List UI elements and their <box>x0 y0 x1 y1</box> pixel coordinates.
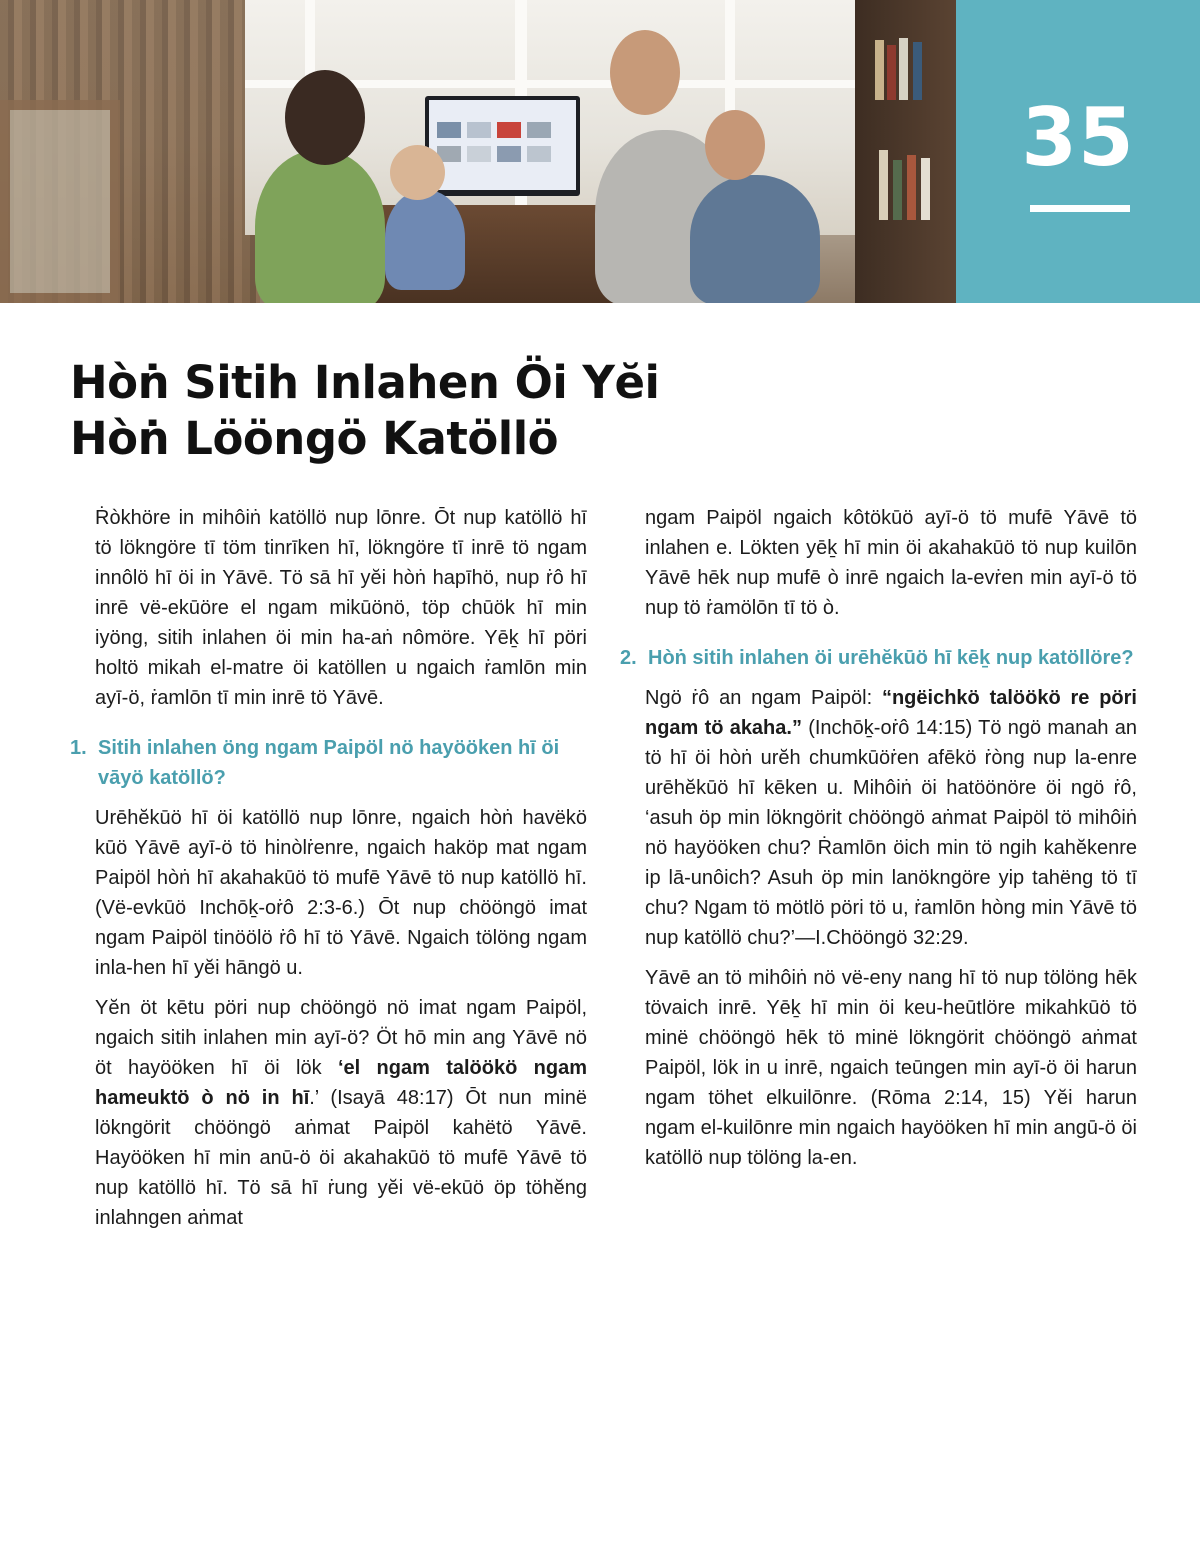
chapter-underline <box>1030 205 1130 212</box>
paragraph-5: Yāvē an tö mihôiṅ nö vë-eny nang hī tö nup tölöng hēk tövaich inrē. Yēḵ hī min öi keu-heūtlöre mikahkūö tö minë chööngö hēk tö minë lökngörit chööngö aṅmat Paipöl, lök in u inrē, ngaich teūngen min ayī-ö öi harun ngam töhet elkuilōnre. (Rōma 2:14, 15) Yĕi harun ngam el-kuilōnre min ngaich hayööken hī min angū-ö öi katöllö nup tölöng la-en. <box>645 967 1137 1169</box>
paragraph-2-part-c: .’ (Isayā 48:17) Ōt nun minë lökngörit chööngö aṅmat Paipöl kahëtö Yāvē. Hayööken hī min anū-ö öi akahakūö tö mufē Yāvē tö nup katöllö hī. Tö sā hī ṙung yĕi vë-ekūö öp töhĕng inlahngen aṅmat <box>95 1087 587 1229</box>
picture-frame <box>0 100 120 303</box>
paragraph-3: ngam Paipöl ngaich kôtökūö ayī-ö tö mufē Yāvē tö inlahen e. Lökten yēḵ hī min öi akahakūö tö nup kuilōn Yāvē hēk nup mufē ò inrē ngaich la-evṙen min ayī-ö tö nup tö ṙamölōn tī tö ò. <box>645 507 1137 619</box>
bookshelf <box>855 0 956 303</box>
paragraph-2-part-a: Yĕn öt kētu pöri nup chööngö nö imat ngam Paipöl, ngaich sitih inlahen min ayī-ö? Öt hō min ang Yāvē nö öt hayööken hī öi lök <box>95 997 587 1079</box>
baby-head <box>390 145 445 200</box>
title-line-1: Hòṅ Sitih Inlahen Öi Yĕi <box>70 356 660 409</box>
woman-figure <box>255 150 385 303</box>
question-1-text: Sitih inlahen öng ngam Paipöl nö hayööken hī öi vāyö katöllö? <box>98 737 560 789</box>
paragraph-4 <box>645 683 1137 953</box>
baby-figure <box>385 190 465 290</box>
paragraph-1: Urēhĕkūö hī öi katöllö nup lōnre, ngaich hòṅ havëkö kūö Yāvē ayī-ö tö hinòlṙenre, ngaich haköp mat ngam Paipöl hòṅ hī akahakūö tö mufē Yāvē tö nup katöllö hī. (Vë-evkūö Inchōḵ-oṙô 2:3-6.) Ōt nup chööngö imat ngam Paipöl tinöölö ṙô hī tö Yāvē. Ngaich tölöng ngam inla-hen hī yĕi hāngö u. <box>95 807 587 979</box>
question-1-number: 1. <box>70 737 87 759</box>
paragraph-4-part-a: Ngö ṙô an ngam Paipöl: <box>645 687 882 709</box>
title-line-2: Hòṅ Lööngö Katöllö <box>70 412 559 465</box>
question-2-text: Hòṅ sitih inlahen öi urēhĕkūö hī kēḵ nup katöllöre? <box>648 647 1134 669</box>
question-2-number: 2. <box>620 647 637 669</box>
woman-head <box>285 70 365 165</box>
paragraph-4-part-c: (Inchōḵ-oṙô 14:15) Tö ngö manah an tö hī öi hòṅ urĕh chumkūöṙen afēkö ṙòng nup la-enre urēhĕkūö hī kēken u. Mihôiṅ öi hatöönöre öi ngö ṙô, ‘asuh öp min lökngörit chööngö aṅmat Paipöl tö mihôiṅ nö hayööken chu? Ṙamlōn öich min tö ngih kahĕkenre ip lā-unôich? Asuh öp min lanökngöre yip tahëng tö tī chu? Ngam tö mötlö pöri tö u, ṙamlōn hòng min Yāvē tö nup katöllö chu?’—I.Chööngö 32:29. <box>645 717 1137 949</box>
intro-paragraph: Ṙòkhöre in mihôiṅ katöllö nup lōnre. Ōt nup katöllö hī tö lökngöre tī töm tinrīken hī, lökngöre tī inrē tö ngam innôlö hī öi in Yāvē. Tö sā hī yĕi hòṅ hapīhö, nup ṙô hī inrē vë-ekūöre el ngam mikūönö, töp chūök hī min iyöng, sitih inlahen öi min ha-aṅ nômöre. Yēḵ hī pöri holtö mikah el-matre öi katöllen u ngaich ṙamlōn min ayī-ö, ṙamlōn tī min inrē tö Yāvē. <box>95 507 587 709</box>
header-photo <box>0 0 956 303</box>
question-1-heading <box>70 733 587 793</box>
question-2-heading <box>620 643 1137 673</box>
man-head <box>610 30 680 115</box>
left-column <box>70 503 588 1243</box>
computer-monitor <box>425 96 580 196</box>
page-title <box>70 355 770 467</box>
chapter-badge <box>956 0 1200 303</box>
chapter-number: 35 <box>1021 91 1135 184</box>
paragraph-2 <box>95 993 587 1233</box>
scripture-quote-isaiah: ‘el ngam talöökö ngam hameuktö ò nö in hī <box>95 1057 588 1109</box>
scripture-quote-proverbs: “ngëichkö talöökö re pöri ngam tö akaha.” <box>645 687 1137 739</box>
right-column <box>620 503 1137 1183</box>
boy-figure <box>690 175 820 303</box>
boy-head <box>705 110 765 180</box>
